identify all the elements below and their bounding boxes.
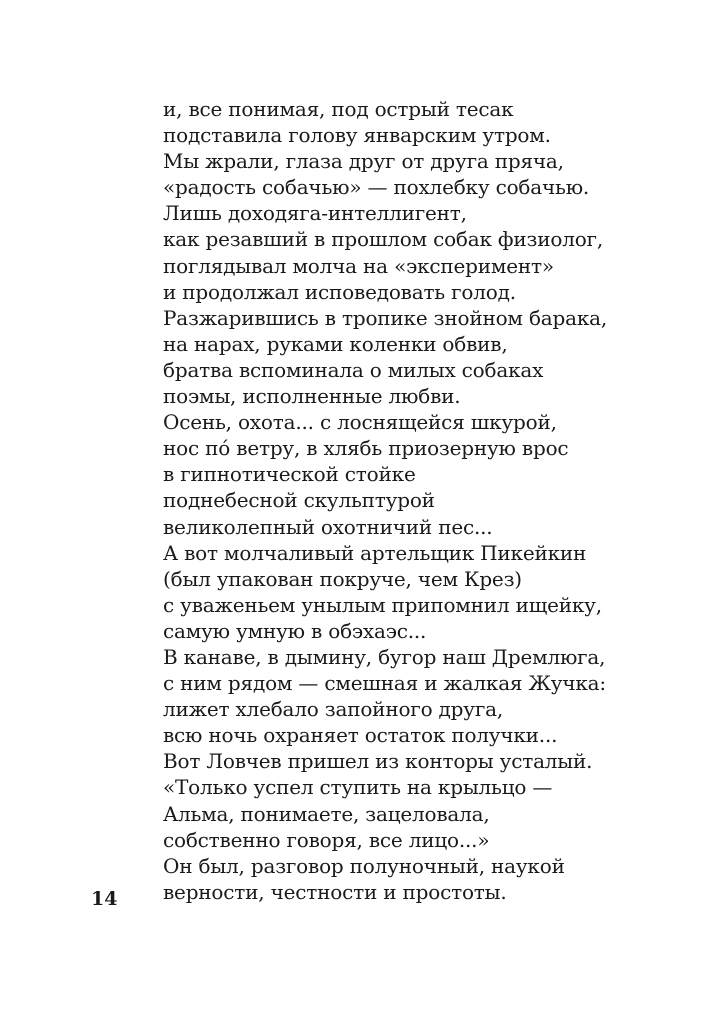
poem-line: как резавший в прошлом собак физиолог, (163, 227, 603, 252)
poem-line: и, все понимая, под острый тесак (163, 97, 514, 121)
poem-line: Лишь доходяга-интеллигент, (163, 201, 467, 226)
poem-line: В канаве, в дымину, бугор наш Дремлюга, (163, 644, 606, 669)
poem-line: (был упакован покруче, чем Крез) (163, 566, 522, 591)
poem-line: лижет хлебало запойного друга, (163, 697, 504, 722)
poem-line: собственно говоря, все лицо...» (163, 827, 490, 852)
poem-line: Вот Ловчев пришел из конторы усталый. (163, 749, 593, 774)
poem-line: поглядывал молча на «эксперимент» (163, 253, 554, 278)
poem-line: подставила голову январским утром. (163, 123, 551, 148)
poem-line: с уваженьем унылым припомнил ищейку, (163, 592, 602, 617)
poem-line: великолепный охотничий пес... (163, 514, 493, 539)
poem-line: А вот молчаливый артельщик Пикейкин (163, 540, 587, 565)
poem-line: всю ночь охраняет остаток получки... (163, 723, 558, 748)
page-number: 14 (91, 888, 118, 910)
poem-text (163, 96, 607, 905)
poem-line: самую умную в обэхаэс... (163, 618, 427, 643)
poem-line: «Только успел ступить на крыльцо — (163, 775, 553, 800)
poem-line: верности, честности и простоты. (163, 879, 507, 904)
poem-line: Осень, охота... с лоснящейся шкурой, (163, 410, 557, 435)
poem-line: Он был, разговор полуночный, наукой (163, 853, 565, 878)
poem-line: поэмы, исполненные любви. (163, 384, 461, 409)
poem-line: поднебесной скульптурой (163, 488, 435, 513)
poem-line: Разжарившись в тропике знойном барака, (163, 305, 608, 330)
poem-line: и продолжал исповедовать голод. (163, 279, 516, 304)
poem-line: «радость собачью» — похлебку собачью. (163, 175, 590, 200)
poem-line: Альма, понимаете, зацеловала, (163, 801, 490, 826)
poem-line: братва вспоминала о милых собаках (163, 357, 544, 382)
poem-line: в гипнотической стойке (163, 462, 416, 487)
poem-line: нос по́ ветру, в хлябь приозерную врос (163, 436, 569, 461)
poem-line: с ним рядом — смешная и жалкая Жучка: (163, 671, 606, 696)
poem-line: Мы жрали, глаза друг от друга пряча, (163, 149, 564, 174)
poem-line: на нарах, руками коленки обвив, (163, 331, 508, 356)
